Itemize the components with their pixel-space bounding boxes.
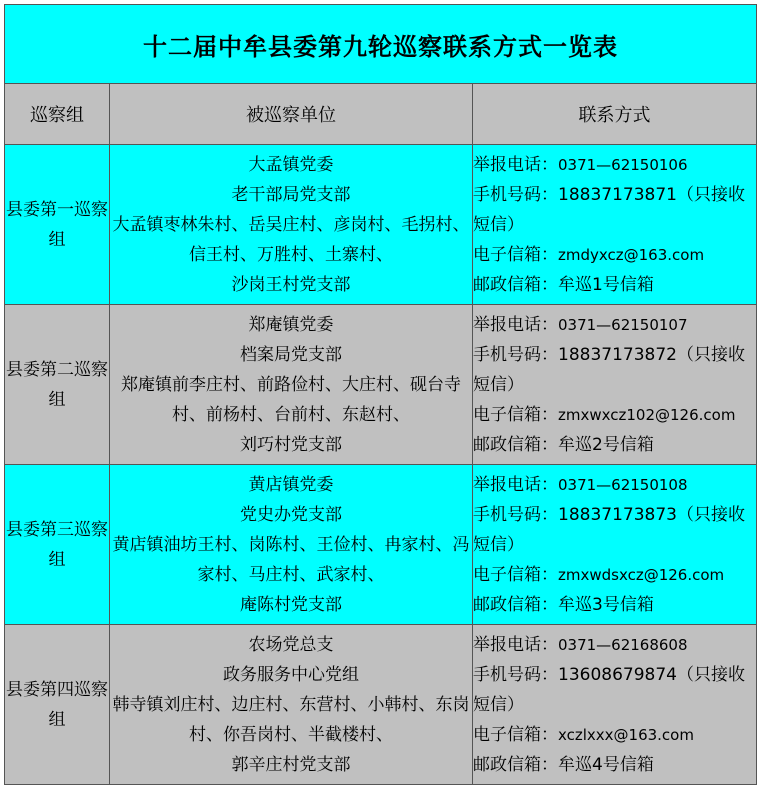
group-name: 县委第一巡察组 xyxy=(5,145,110,305)
postbox-line: 邮政信箱：牟巡1号信箱 xyxy=(473,274,654,295)
postbox-line: 邮政信箱：牟巡4号信箱 xyxy=(473,754,654,775)
group-name: 县委第二巡察组 xyxy=(5,305,110,465)
postbox-line: 邮政信箱：牟巡2号信箱 xyxy=(473,434,654,455)
phone-number[interactable]: 0371—62168608 xyxy=(558,635,688,654)
unit-line: 大孟镇枣林朱村、岳吴庄村、彦岗村、毛拐村、信王村、万胜村、土寨村、 xyxy=(112,214,470,265)
email-address[interactable]: xczlxxx@163.com xyxy=(558,725,694,744)
unit-line: 庵陈村党支部 xyxy=(240,594,342,615)
mobile-line: 手机号码：13608679874（只接收短信） xyxy=(473,664,745,715)
mobile-line: 手机号码：18837173871（只接收短信） xyxy=(473,184,745,235)
email-line: 电子信箱：zmdyxcz@163.com xyxy=(473,244,705,265)
email-line: 电子信箱：zmxwxcz102@126.com xyxy=(473,404,736,425)
table-row xyxy=(5,465,757,625)
contact-info xyxy=(473,465,757,625)
phone-number[interactable]: 0371—62150106 xyxy=(558,155,688,174)
unit-line: 农场党总支 xyxy=(248,634,334,655)
unit-line: 郭辛庄村党支部 xyxy=(231,754,351,775)
header-group: 巡察组 xyxy=(5,84,110,145)
mobile-line: 手机号码：18837173872（只接收短信） xyxy=(473,344,745,395)
unit-line: 老干部局党支部 xyxy=(231,184,351,205)
mobile-number[interactable]: 18837173871（只接收短信） xyxy=(473,184,745,235)
group-name: 县委第四巡察组 xyxy=(5,625,110,785)
postbox-value: 牟巡1号信箱 xyxy=(558,274,654,295)
phone-number[interactable]: 0371—62150107 xyxy=(558,315,688,334)
table-row xyxy=(5,305,757,465)
unit-line: 党史办党支部 xyxy=(240,504,342,525)
mobile-number[interactable]: 18837173872（只接收短信） xyxy=(473,344,745,395)
postbox-line: 邮政信箱：牟巡3号信箱 xyxy=(473,594,654,615)
mobile-line: 手机号码：18837173873（只接收短信） xyxy=(473,504,745,555)
inspected-units xyxy=(110,305,473,465)
contact-info xyxy=(473,305,757,465)
phone-line: 举报电话：0371—62150106 xyxy=(473,154,688,175)
header-contact: 联系方式 xyxy=(473,84,757,145)
unit-line: 档案局党支部 xyxy=(240,344,342,365)
contact-info xyxy=(473,145,757,305)
unit-line: 刘巧村党支部 xyxy=(240,434,342,455)
page-title: 十二届中牟县委第九轮巡察联系方式一览表 xyxy=(5,5,757,84)
unit-line: 郑庵镇前李庄村、前路俭村、大庄村、砚台寺村、前杨村、台前村、东赵村、 xyxy=(121,374,461,425)
unit-line: 黄店镇油坊王村、岗陈村、王俭村、冉家村、冯家村、马庄村、武家村、 xyxy=(112,534,470,585)
unit-line: 大孟镇党委 xyxy=(248,154,334,175)
unit-line: 政务服务中心党组 xyxy=(223,664,359,685)
phone-number[interactable]: 0371—62150108 xyxy=(558,475,688,494)
postbox-value: 牟巡4号信箱 xyxy=(558,754,654,775)
postbox-value: 牟巡3号信箱 xyxy=(558,594,654,615)
unit-line: 沙岗王村党支部 xyxy=(231,274,351,295)
email-line: 电子信箱：xczlxxx@163.com xyxy=(473,724,694,745)
postbox-value: 牟巡2号信箱 xyxy=(558,434,654,455)
phone-line: 举报电话：0371—62150108 xyxy=(473,474,688,495)
inspected-units xyxy=(110,465,473,625)
inspected-units xyxy=(110,145,473,305)
email-address[interactable]: zmxwdsxcz@126.com xyxy=(558,565,725,584)
mobile-number[interactable]: 18837173873（只接收短信） xyxy=(473,504,745,555)
phone-line: 举报电话：0371—62168608 xyxy=(473,634,688,655)
email-address[interactable]: zmxwxcz102@126.com xyxy=(558,405,736,424)
email-line: 电子信箱：zmxwdsxcz@126.com xyxy=(473,564,725,585)
unit-line: 黄店镇党委 xyxy=(248,474,334,495)
unit-line: 郑庵镇党委 xyxy=(248,314,334,335)
phone-line: 举报电话：0371—62150107 xyxy=(473,314,688,335)
contact-info xyxy=(473,625,757,785)
unit-line: 韩寺镇刘庄村、边庄村、东营村、小韩村、东岗村、你吾岗村、半截楼村、 xyxy=(112,694,470,745)
group-name: 县委第三巡察组 xyxy=(5,465,110,625)
table-row xyxy=(5,625,757,785)
table-row xyxy=(5,145,757,305)
mobile-number[interactable]: 13608679874（只接收短信） xyxy=(473,664,745,715)
email-address[interactable]: zmdyxcz@163.com xyxy=(558,245,705,264)
contact-table xyxy=(4,4,757,785)
inspected-units xyxy=(110,625,473,785)
header-units: 被巡察单位 xyxy=(110,84,473,145)
